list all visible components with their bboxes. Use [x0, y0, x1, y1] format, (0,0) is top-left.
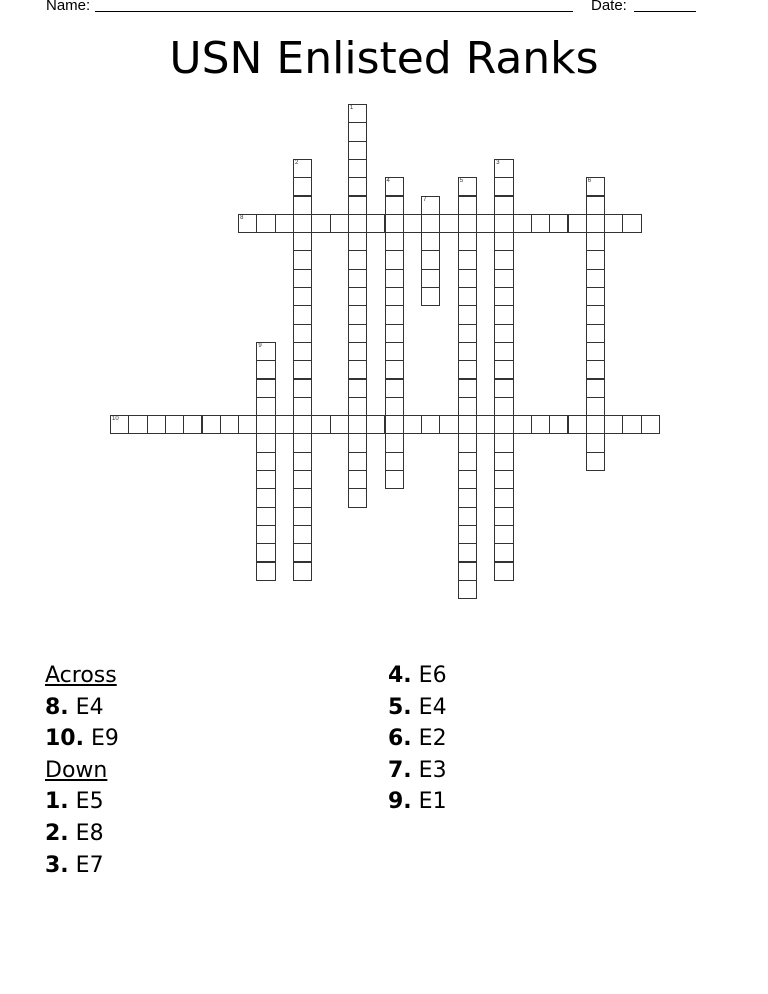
grid-cell[interactable] — [458, 470, 477, 489]
grid-cell[interactable] — [366, 214, 385, 233]
grid-cell[interactable] — [513, 415, 532, 434]
clues-column-left — [45, 660, 119, 881]
grid-cell[interactable] — [330, 415, 349, 434]
grid-cell[interactable] — [494, 525, 513, 544]
grid-cell[interactable] — [293, 177, 312, 196]
grid-cell[interactable] — [256, 214, 275, 233]
grid-cell[interactable] — [458, 488, 477, 507]
grid-cell[interactable] — [256, 397, 275, 416]
grid-cell[interactable] — [641, 415, 660, 434]
grid-cell[interactable] — [256, 360, 275, 379]
clue-number: 3 — [496, 159, 500, 166]
grid-cell[interactable] — [458, 196, 477, 215]
grid-cell[interactable] — [458, 415, 477, 434]
grid-cell[interactable] — [494, 287, 513, 306]
grid-cell[interactable] — [421, 232, 440, 251]
grid-cell[interactable] — [586, 250, 605, 269]
grid-cell[interactable] — [494, 360, 513, 379]
page-title: USN Enlisted Ranks — [169, 33, 599, 84]
across-heading: Across — [45, 663, 117, 688]
grid-cell[interactable] — [421, 287, 440, 306]
grid-cell[interactable] — [256, 342, 275, 361]
clue-down-5: 5. E4 — [388, 694, 447, 720]
grid-cell[interactable] — [586, 379, 605, 398]
grid-cell[interactable] — [586, 214, 605, 233]
grid-cell[interactable] — [385, 269, 404, 288]
grid-cell[interactable] — [348, 141, 367, 160]
grid-cell[interactable] — [494, 250, 513, 269]
grid-cell[interactable] — [586, 324, 605, 343]
grid-cell[interactable] — [476, 415, 495, 434]
clue-number: 1 — [349, 105, 354, 111]
grid-cell[interactable] — [439, 415, 458, 434]
grid-cell[interactable] — [568, 214, 587, 233]
grid-cell[interactable] — [403, 415, 422, 434]
grid-cell[interactable] — [458, 452, 477, 471]
grid-cell[interactable] — [604, 415, 623, 434]
grid-cell[interactable] — [586, 433, 605, 452]
grid-cell[interactable] — [494, 507, 513, 526]
grid-cell[interactable] — [256, 562, 275, 581]
clue-number: 10 — [112, 416, 119, 423]
grid-cell[interactable] — [293, 433, 312, 452]
grid-cell[interactable] — [421, 214, 440, 233]
grid-cell[interactable] — [494, 177, 513, 196]
grid-cell[interactable] — [476, 214, 495, 233]
grid-cell[interactable] — [385, 433, 404, 452]
grid-cell[interactable] — [348, 232, 367, 251]
grid-cell[interactable] — [622, 415, 641, 434]
clue-number: 7 — [423, 196, 427, 203]
grid-cell[interactable] — [568, 415, 587, 434]
grid-cell[interactable] — [348, 433, 367, 452]
grid-cell[interactable] — [256, 433, 275, 452]
name-label: Name: — [46, 0, 91, 14]
grid-cell[interactable] — [586, 360, 605, 379]
grid-cell[interactable] — [458, 397, 477, 416]
grid-cell[interactable] — [238, 214, 257, 233]
grid-cell[interactable] — [238, 415, 257, 434]
grid-cell[interactable] — [348, 177, 367, 196]
clue-number: 8 — [240, 214, 244, 221]
grid-cell[interactable] — [458, 214, 477, 233]
grid-cell[interactable] — [494, 159, 513, 178]
grid-cell[interactable] — [586, 305, 605, 324]
grid-cell[interactable] — [293, 287, 312, 306]
grid-cell[interactable] — [385, 415, 404, 434]
clue-down-4: 4. E6 — [388, 663, 447, 688]
grid-cell[interactable] — [494, 433, 513, 452]
clue-down-2: 2. E8 — [45, 820, 104, 846]
grid-cell[interactable] — [385, 360, 404, 379]
grid-cell[interactable] — [165, 415, 184, 434]
grid-cell[interactable] — [293, 232, 312, 251]
grid-cell[interactable] — [494, 214, 513, 233]
grid-cell[interactable] — [385, 196, 404, 215]
clue-down-3: 3. E7 — [45, 852, 104, 878]
grid-cell[interactable] — [385, 324, 404, 343]
grid-cell[interactable] — [256, 379, 275, 398]
grid-cell[interactable] — [147, 415, 166, 434]
grid-cell[interactable] — [549, 214, 568, 233]
grid-cell[interactable] — [293, 324, 312, 343]
grid-cell[interactable] — [385, 379, 404, 398]
grid-cell[interactable] — [293, 488, 312, 507]
grid-cell[interactable] — [494, 342, 513, 361]
grid-cell[interactable] — [293, 525, 312, 544]
grid-cell[interactable] — [513, 214, 532, 233]
grid-cell[interactable] — [622, 214, 641, 233]
grid-cell[interactable] — [293, 196, 312, 215]
clue-number: 4 — [386, 178, 390, 185]
grid-cell[interactable] — [348, 305, 367, 324]
clue-across-8: 8. E4 — [45, 694, 104, 720]
grid-cell[interactable] — [348, 159, 367, 178]
grid-cell[interactable] — [458, 305, 477, 324]
grid-cell[interactable] — [586, 397, 605, 416]
grid-cell[interactable] — [311, 214, 330, 233]
clue-number: 9 — [258, 342, 262, 349]
grid-cell[interactable] — [385, 342, 404, 361]
grid-cell[interactable] — [293, 214, 312, 233]
grid-cell[interactable] — [586, 177, 605, 196]
grid-cell[interactable] — [586, 342, 605, 361]
grid-cell[interactable] — [385, 305, 404, 324]
grid-cell[interactable] — [421, 196, 440, 215]
grid-cell[interactable] — [458, 232, 477, 251]
grid-cell[interactable] — [531, 214, 550, 233]
grid-cell[interactable] — [458, 287, 477, 306]
clue-number: 2 — [295, 159, 299, 166]
grid-cell[interactable] — [348, 452, 367, 471]
grid-cell[interactable] — [275, 214, 294, 233]
grid-cell[interactable] — [385, 397, 404, 416]
grid-cell[interactable] — [348, 470, 367, 489]
grid-cell[interactable] — [348, 214, 367, 233]
grid-cell[interactable] — [586, 452, 605, 471]
grid-cell[interactable] — [458, 250, 477, 269]
grid-cell[interactable] — [348, 287, 367, 306]
grid-cell[interactable] — [256, 415, 275, 434]
grid-cell[interactable] — [348, 196, 367, 215]
grid-cell[interactable] — [293, 342, 312, 361]
grid-cell[interactable] — [458, 507, 477, 526]
grid-cell[interactable] — [256, 507, 275, 526]
grid-cell[interactable] — [293, 452, 312, 471]
grid-cell[interactable] — [458, 177, 477, 196]
clue-number: 5 — [459, 178, 464, 185]
grid-cell[interactable] — [604, 214, 623, 233]
grid-cell[interactable] — [256, 470, 275, 489]
grid-cell[interactable] — [494, 415, 513, 434]
grid-cell[interactable] — [494, 269, 513, 288]
clue-down-9: 9. E1 — [388, 789, 447, 815]
grid-cell[interactable] — [183, 415, 202, 434]
clue-down-7: 7. E3 — [388, 757, 447, 783]
grid-cell[interactable] — [348, 104, 367, 123]
grid-cell[interactable] — [385, 177, 404, 196]
grid-cell[interactable] — [586, 269, 605, 288]
grid-cell[interactable] — [293, 305, 312, 324]
grid-cell[interactable] — [421, 250, 440, 269]
grid-cell[interactable] — [128, 415, 147, 434]
grid-cell[interactable] — [275, 415, 294, 434]
grid-cell[interactable] — [385, 250, 404, 269]
grid-cell[interactable] — [385, 232, 404, 251]
grid-cell[interactable] — [330, 214, 349, 233]
grid-cell[interactable] — [494, 397, 513, 416]
grid-cell[interactable] — [293, 360, 312, 379]
grid-cell[interactable] — [458, 342, 477, 361]
grid-cell[interactable] — [458, 433, 477, 452]
grid-cell[interactable] — [458, 324, 477, 343]
grid-cell[interactable] — [256, 525, 275, 544]
grid-cell[interactable] — [421, 269, 440, 288]
grid-cell[interactable] — [494, 452, 513, 471]
grid-cell[interactable] — [385, 452, 404, 471]
grid-cell[interactable] — [256, 488, 275, 507]
grid-cell[interactable] — [256, 543, 275, 562]
grid-cell[interactable] — [293, 159, 312, 178]
grid-cell[interactable] — [293, 397, 312, 416]
grid-cell[interactable] — [421, 415, 440, 434]
grid-cell[interactable] — [586, 196, 605, 215]
clue-across-10: 10. E9 — [45, 726, 119, 752]
grid-cell[interactable] — [293, 470, 312, 489]
grid-cell[interactable] — [586, 232, 605, 251]
grid-cell[interactable] — [293, 507, 312, 526]
grid-cell[interactable] — [348, 342, 367, 361]
grid-cell[interactable] — [293, 562, 312, 581]
grid-cell[interactable] — [348, 250, 367, 269]
grid-cell[interactable] — [586, 287, 605, 306]
grid-cell[interactable] — [458, 360, 477, 379]
grid-cell[interactable] — [494, 196, 513, 215]
grid-cell[interactable] — [293, 379, 312, 398]
grid-cell[interactable] — [293, 269, 312, 288]
grid-cell[interactable] — [494, 305, 513, 324]
grid-cell[interactable] — [348, 360, 367, 379]
grid-cell[interactable] — [348, 269, 367, 288]
grid-cell[interactable] — [293, 543, 312, 562]
grid-cell[interactable] — [458, 580, 477, 599]
grid-cell[interactable] — [293, 415, 312, 434]
grid-cell[interactable] — [458, 562, 477, 581]
down-heading: Down — [45, 757, 108, 783]
grid-cell[interactable] — [494, 488, 513, 507]
grid-cell[interactable] — [366, 415, 385, 434]
clues-column-right — [388, 660, 447, 818]
clue-down-1: 1. E5 — [45, 789, 104, 815]
grid-cell[interactable] — [311, 415, 330, 434]
grid-cell[interactable] — [385, 470, 404, 489]
clue-number: 6 — [587, 178, 592, 185]
grid-cell[interactable] — [458, 269, 477, 288]
grid-cell[interactable] — [549, 415, 568, 434]
grid-cell[interactable] — [494, 379, 513, 398]
grid-cell[interactable] — [494, 470, 513, 489]
grid-cell[interactable] — [458, 543, 477, 562]
grid-cell[interactable] — [348, 415, 367, 434]
grid-cell[interactable] — [531, 415, 550, 434]
grid-cell[interactable] — [202, 415, 221, 434]
grid-cell[interactable] — [293, 250, 312, 269]
grid-cell[interactable] — [348, 488, 367, 507]
grid-cell[interactable] — [458, 379, 477, 398]
grid-cell[interactable] — [403, 214, 422, 233]
grid-cell[interactable] — [348, 379, 367, 398]
grid-cell[interactable] — [439, 214, 458, 233]
date-label: Date: — [591, 0, 627, 14]
grid-cell[interactable] — [220, 415, 239, 434]
clue-down-6: 6. E2 — [388, 726, 447, 752]
grid-cell[interactable] — [256, 452, 275, 471]
grid-cell[interactable] — [458, 525, 477, 544]
grid-cell[interactable] — [494, 562, 513, 581]
grid-cell[interactable] — [586, 415, 605, 434]
grid-cell[interactable] — [494, 324, 513, 343]
grid-cell[interactable] — [385, 214, 404, 233]
grid-cell[interactable] — [348, 397, 367, 416]
grid-cell[interactable] — [348, 324, 367, 343]
grid-cell[interactable] — [348, 122, 367, 141]
grid-cell[interactable] — [494, 232, 513, 251]
grid-cell[interactable] — [385, 287, 404, 306]
grid-cell[interactable] — [494, 543, 513, 562]
grid-cell[interactable] — [110, 415, 129, 434]
